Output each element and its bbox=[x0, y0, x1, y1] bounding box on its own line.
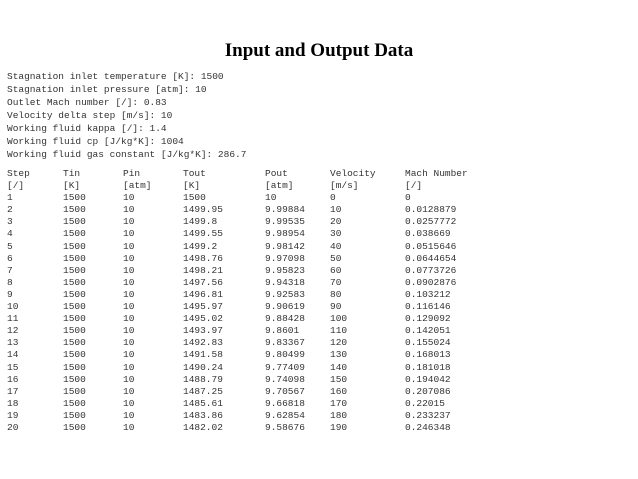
cell-tout: 1493.97 bbox=[183, 325, 223, 337]
header-pin: Pin bbox=[123, 168, 141, 179]
header-velocity: Velocity bbox=[330, 168, 376, 179]
cell-pin: 10 bbox=[123, 276, 135, 288]
unit-pin: [atm] bbox=[123, 180, 152, 192]
cell-mach-number: 0 bbox=[405, 192, 411, 204]
cell-pin: 10 bbox=[123, 409, 135, 421]
cell-tout: 1498.76 bbox=[183, 252, 223, 264]
cell-tin: 1500 bbox=[63, 337, 86, 349]
table-row bbox=[7, 397, 445, 410]
cell-tout: 1485.61 bbox=[183, 397, 223, 409]
cell-pin: 10 bbox=[123, 361, 135, 373]
header-tout: Tout bbox=[183, 168, 206, 179]
cell-pin: 10 bbox=[123, 192, 135, 204]
table-header-row bbox=[7, 168, 468, 180]
cell-step: 9 bbox=[7, 288, 13, 300]
cell-tout: 1488.79 bbox=[183, 373, 223, 385]
cell-tin: 1500 bbox=[63, 421, 86, 433]
cell-tin: 1500 bbox=[63, 288, 86, 300]
cell-velocity: 160 bbox=[330, 385, 348, 397]
cell-pout: 9.66818 bbox=[265, 397, 305, 409]
cell-mach-number: 0.207086 bbox=[405, 385, 451, 397]
cell-pout: 9.8601 bbox=[265, 325, 300, 337]
cell-step: 19 bbox=[7, 409, 19, 421]
cell-velocity: 60 bbox=[330, 264, 342, 276]
param-kappa: Working fluid kappa [/]: 1.4 bbox=[7, 123, 167, 134]
cell-tout: 1496.81 bbox=[183, 288, 223, 300]
cell-mach-number: 0.0773726 bbox=[405, 264, 457, 276]
unit-step: [/] bbox=[7, 180, 25, 192]
cell-step: 2 bbox=[7, 204, 13, 216]
cell-velocity: 170 bbox=[330, 397, 348, 409]
cell-tin: 1500 bbox=[63, 252, 86, 264]
table-row bbox=[7, 337, 451, 349]
cell-tout: 1490.24 bbox=[183, 361, 223, 373]
cell-mach-number: 0.038669 bbox=[405, 228, 451, 240]
cell-tin: 1500 bbox=[63, 192, 86, 204]
table-row bbox=[7, 301, 451, 313]
table-row bbox=[7, 373, 451, 386]
table-row bbox=[7, 228, 451, 240]
table-row bbox=[7, 264, 457, 277]
cell-pout: 9.58676 bbox=[265, 421, 305, 433]
cell-tout: 1482.02 bbox=[183, 421, 223, 433]
cell-velocity: 120 bbox=[330, 337, 348, 349]
cell-tin: 1500 bbox=[63, 313, 86, 325]
cell-pin: 10 bbox=[123, 421, 135, 433]
cell-mach-number: 0.116146 bbox=[405, 301, 451, 313]
cell-mach-number: 0.0128879 bbox=[405, 204, 457, 216]
cell-tin: 1500 bbox=[63, 301, 86, 313]
param-stagnation-temperature: Stagnation inlet temperature [K]: 1500 bbox=[7, 71, 224, 82]
cell-mach-number: 0.168013 bbox=[405, 349, 451, 361]
cell-pin: 10 bbox=[123, 216, 135, 228]
table-row bbox=[7, 349, 451, 361]
cell-velocity: 190 bbox=[330, 421, 348, 433]
output-data-table bbox=[7, 168, 468, 434]
cell-velocity: 50 bbox=[330, 252, 342, 264]
cell-step: 10 bbox=[7, 301, 19, 313]
table-units-row bbox=[7, 180, 423, 192]
cell-tin: 1500 bbox=[63, 385, 86, 397]
cell-pout: 10 bbox=[265, 192, 277, 204]
cell-mach-number: 0.129092 bbox=[405, 313, 451, 325]
cell-velocity: 90 bbox=[330, 301, 342, 313]
cell-pout: 9.77409 bbox=[265, 361, 305, 373]
cell-tout: 1497.56 bbox=[183, 276, 223, 288]
cell-step: 8 bbox=[7, 276, 13, 288]
cell-mach-number: 0.0515646 bbox=[405, 240, 457, 252]
cell-velocity: 130 bbox=[330, 349, 348, 361]
cell-pin: 10 bbox=[123, 373, 135, 385]
cell-step: 7 bbox=[7, 264, 13, 276]
table-row bbox=[7, 216, 457, 228]
cell-step: 5 bbox=[7, 240, 13, 252]
table-row bbox=[7, 325, 451, 337]
unit-velocity: [m/s] bbox=[330, 180, 359, 192]
cell-velocity: 150 bbox=[330, 373, 348, 385]
unit-pout: [atm] bbox=[265, 180, 294, 192]
table-row bbox=[7, 421, 451, 434]
cell-velocity: 100 bbox=[330, 313, 348, 325]
input-parameters bbox=[7, 70, 246, 161]
table-row bbox=[7, 361, 451, 374]
unit-mach-number: [/] bbox=[405, 180, 423, 192]
cell-tin: 1500 bbox=[63, 276, 86, 288]
cell-pin: 10 bbox=[123, 325, 135, 337]
cell-pout: 9.90619 bbox=[265, 301, 305, 313]
cell-mach-number: 0.22015 bbox=[405, 397, 445, 409]
table-row bbox=[7, 409, 451, 422]
param-cp: Working fluid cp [J/kg*K]: 1004 bbox=[7, 136, 184, 147]
cell-tin: 1500 bbox=[63, 216, 86, 228]
header-mach-number: Mach Number bbox=[405, 168, 468, 179]
cell-velocity: 0 bbox=[330, 192, 336, 204]
header-step: Step bbox=[7, 168, 30, 179]
cell-pout: 9.83367 bbox=[265, 337, 305, 349]
unit-tin: [K] bbox=[63, 180, 81, 192]
table-row bbox=[7, 204, 457, 216]
cell-pin: 10 bbox=[123, 337, 135, 349]
cell-step: 16 bbox=[7, 373, 19, 385]
cell-mach-number: 0.0902876 bbox=[405, 276, 457, 288]
cell-pout: 9.62854 bbox=[265, 409, 305, 421]
cell-mach-number: 0.233237 bbox=[405, 409, 451, 421]
cell-pin: 10 bbox=[123, 385, 135, 397]
cell-pout: 9.97098 bbox=[265, 252, 305, 264]
cell-velocity: 110 bbox=[330, 325, 348, 337]
cell-tin: 1500 bbox=[63, 361, 86, 373]
cell-pin: 10 bbox=[123, 349, 135, 361]
cell-step: 4 bbox=[7, 228, 13, 240]
cell-tin: 1500 bbox=[63, 409, 86, 421]
cell-step: 17 bbox=[7, 385, 19, 397]
cell-step: 3 bbox=[7, 216, 13, 228]
cell-pin: 10 bbox=[123, 228, 135, 240]
cell-velocity: 20 bbox=[330, 216, 342, 228]
cell-pout: 9.95823 bbox=[265, 264, 305, 276]
param-velocity-step: Velocity delta step [m/s]: 10 bbox=[7, 110, 173, 121]
cell-tout: 1499.95 bbox=[183, 204, 223, 216]
cell-step: 6 bbox=[7, 252, 13, 264]
cell-pout: 9.94318 bbox=[265, 276, 305, 288]
cell-pin: 10 bbox=[123, 397, 135, 409]
cell-mach-number: 0.155024 bbox=[405, 337, 451, 349]
header-tin: Tin bbox=[63, 168, 81, 179]
table-row bbox=[7, 385, 451, 398]
cell-mach-number: 0.0257772 bbox=[405, 216, 457, 228]
cell-pin: 10 bbox=[123, 240, 135, 252]
table-row bbox=[7, 288, 451, 301]
cell-velocity: 140 bbox=[330, 361, 348, 373]
table-row bbox=[7, 252, 457, 265]
cell-pout: 9.74098 bbox=[265, 373, 305, 385]
cell-tin: 1500 bbox=[63, 204, 86, 216]
cell-tin: 1500 bbox=[63, 240, 86, 252]
param-stagnation-pressure: Stagnation inlet pressure [atm]: 10 bbox=[7, 84, 207, 95]
cell-tout: 1499.55 bbox=[183, 228, 223, 240]
cell-step: 15 bbox=[7, 361, 19, 373]
header-pout: Pout bbox=[265, 168, 288, 179]
cell-step: 1 bbox=[7, 192, 13, 204]
cell-tout: 1499.2 bbox=[183, 240, 218, 252]
cell-tout: 1492.83 bbox=[183, 337, 223, 349]
cell-velocity: 180 bbox=[330, 409, 348, 421]
cell-velocity: 10 bbox=[330, 204, 342, 216]
cell-mach-number: 0.194042 bbox=[405, 373, 451, 385]
cell-pout: 9.98142 bbox=[265, 240, 305, 252]
cell-step: 14 bbox=[7, 349, 19, 361]
cell-tout: 1491.58 bbox=[183, 349, 223, 361]
cell-pin: 10 bbox=[123, 264, 135, 276]
table-row bbox=[7, 313, 451, 325]
cell-mach-number: 0.0644654 bbox=[405, 252, 457, 264]
cell-pout: 9.70567 bbox=[265, 385, 305, 397]
cell-tin: 1500 bbox=[63, 373, 86, 385]
cell-step: 12 bbox=[7, 325, 19, 337]
cell-pout: 9.88428 bbox=[265, 313, 305, 325]
cell-tout: 1495.02 bbox=[183, 313, 223, 325]
cell-tin: 1500 bbox=[63, 264, 86, 276]
cell-pout: 9.99884 bbox=[265, 204, 305, 216]
cell-step: 20 bbox=[7, 421, 19, 433]
cell-pin: 10 bbox=[123, 301, 135, 313]
table-row bbox=[7, 192, 411, 204]
page-title: Input and Output Data bbox=[224, 40, 414, 61]
cell-pin: 10 bbox=[123, 313, 135, 325]
cell-tout: 1483.86 bbox=[183, 409, 223, 421]
unit-tout: [K] bbox=[183, 180, 201, 192]
table-row bbox=[7, 276, 457, 289]
table-row bbox=[7, 240, 457, 253]
cell-pout: 9.92583 bbox=[265, 288, 305, 300]
cell-velocity: 30 bbox=[330, 228, 342, 240]
cell-tin: 1500 bbox=[63, 397, 86, 409]
param-outlet-mach: Outlet Mach number [/]: 0.83 bbox=[7, 97, 167, 108]
cell-pin: 10 bbox=[123, 204, 135, 216]
cell-tin: 1500 bbox=[63, 325, 86, 337]
cell-pout: 9.98954 bbox=[265, 228, 305, 240]
cell-velocity: 40 bbox=[330, 240, 342, 252]
cell-mach-number: 0.142051 bbox=[405, 325, 451, 337]
cell-pout: 9.99535 bbox=[265, 216, 305, 228]
cell-tin: 1500 bbox=[63, 349, 86, 361]
param-gas-constant: Working fluid gas constant [J/kg*K]: 286.7 bbox=[7, 149, 247, 160]
cell-tout: 1495.97 bbox=[183, 301, 223, 313]
cell-tin: 1500 bbox=[63, 228, 86, 240]
table-body bbox=[7, 192, 457, 434]
cell-step: 11 bbox=[7, 313, 19, 325]
cell-mach-number: 0.181018 bbox=[405, 361, 451, 373]
cell-pin: 10 bbox=[123, 288, 135, 300]
cell-mach-number: 0.246348 bbox=[405, 421, 451, 433]
cell-tout: 1487.25 bbox=[183, 385, 223, 397]
cell-step: 13 bbox=[7, 337, 19, 349]
cell-pin: 10 bbox=[123, 252, 135, 264]
cell-velocity: 80 bbox=[330, 288, 342, 300]
cell-velocity: 70 bbox=[330, 276, 342, 288]
cell-pout: 9.80499 bbox=[265, 349, 305, 361]
cell-mach-number: 0.103212 bbox=[405, 288, 451, 300]
cell-tout: 1499.8 bbox=[183, 216, 218, 228]
cell-step: 18 bbox=[7, 397, 19, 409]
cell-tout: 1500 bbox=[183, 192, 206, 204]
cell-tout: 1498.21 bbox=[183, 264, 223, 276]
